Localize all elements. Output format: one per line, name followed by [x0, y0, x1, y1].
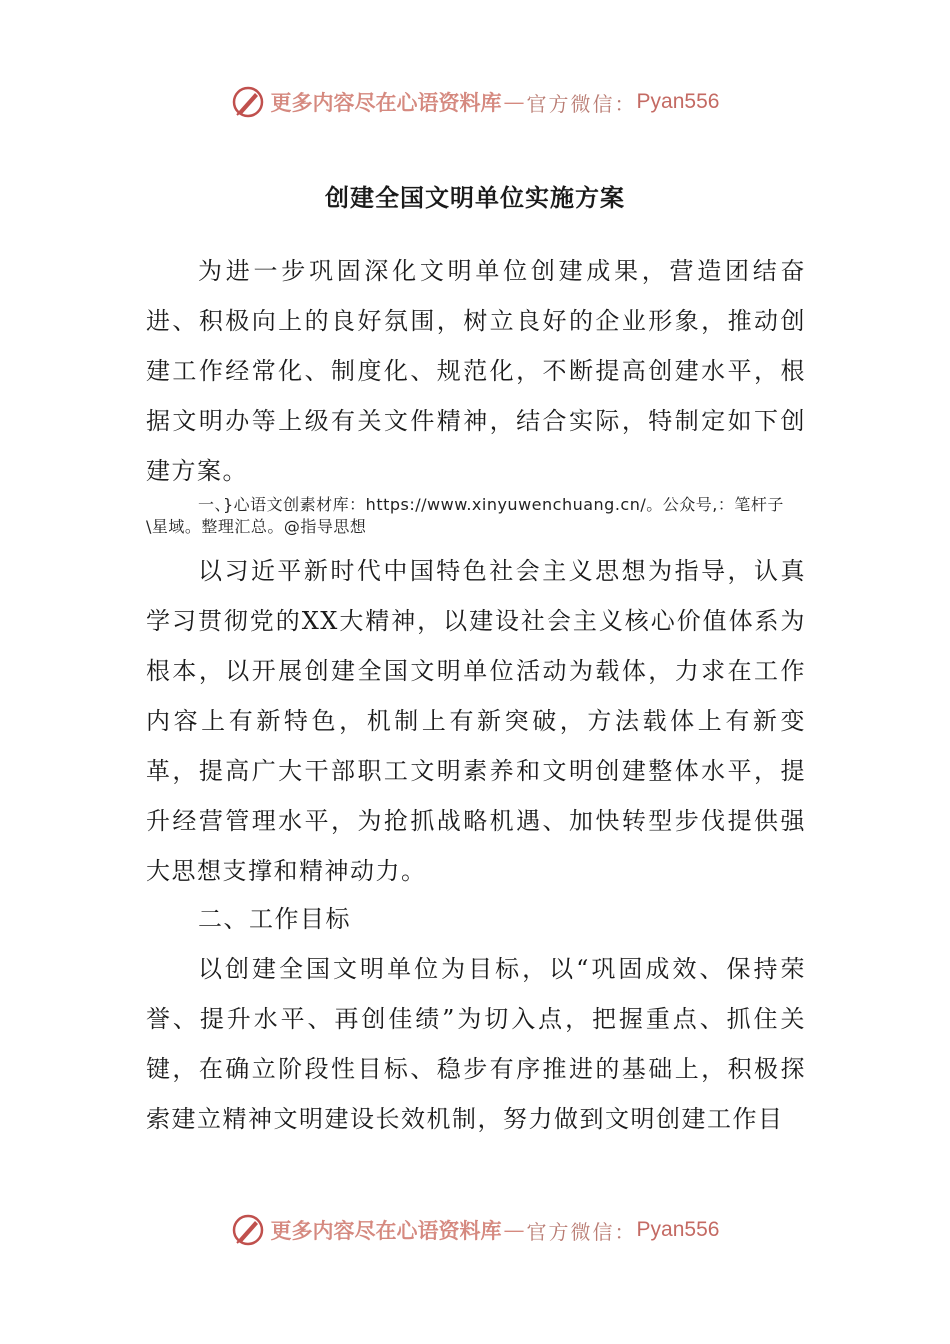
watermark-official: 官方微信：: [526, 1219, 637, 1244]
watermark-id: Pyan556: [636, 90, 720, 113]
watermark-id: Pyan556: [636, 1218, 720, 1241]
watermark-dash: —: [503, 90, 525, 114]
footer-watermark: [0, 1210, 950, 1250]
pen-logo-icon: [231, 1213, 265, 1247]
section-heading-goals: 二、工作目标: [198, 905, 351, 933]
watermark-dash: —: [503, 1218, 525, 1242]
watermark-brand: 更多内容尽在心语资料库: [270, 1218, 502, 1243]
guiding-thought-paragraph: 以习近平新时代中国特色社会主义思想为指导，认真学习贯彻党的XX大精神，以建设社会主义核心价值体系为根本，以开展创建全国文明单位活动为载体，力求在工作内容上有新特色，机制上有新突破，方法载体上有新变革，提高广大干部职工文明素养和文明创建整体水平，提升经营管理水平，为抢抓战略机遇、加快转型步伐提供强大思想支撑和精神动力。: [146, 557, 806, 885]
watermark-brand: 更多内容尽在心语资料库: [270, 90, 502, 115]
pen-logo-icon: [231, 85, 265, 119]
intro-paragraph: 为进一步巩固深化文明单位创建成果，营造团结奋进、积极向上的良好氛围，树立良好的企业形象，推动创建工作经常化、制度化、规范化，不断提高创建水平，根据文明办等上级有关文件精神，结合实际，特制定如下创建方案。: [146, 257, 806, 485]
header-watermark: [0, 82, 950, 122]
document-title: 创建全国文明单位实施方案: [325, 183, 625, 212]
watermark-official: 官方微信：: [526, 91, 637, 116]
goals-paragraph: 以创建全国文明单位为目标，以“巩固成效、保持荣誉、提升水平、再创佳绩”为切入点，把握重点、抓住关键，在确立阶段性目标、稳步有序推进的基础上，积极探索建立精神文明建设长效机制，努力做到文明创建工作目: [146, 955, 806, 1133]
source-note: 一、}心语文创素材库：https://www.xinyuwenchuang.cn/。公众号,：笔杆子\星域。整理汇总。@指导思想: [146, 495, 784, 536]
